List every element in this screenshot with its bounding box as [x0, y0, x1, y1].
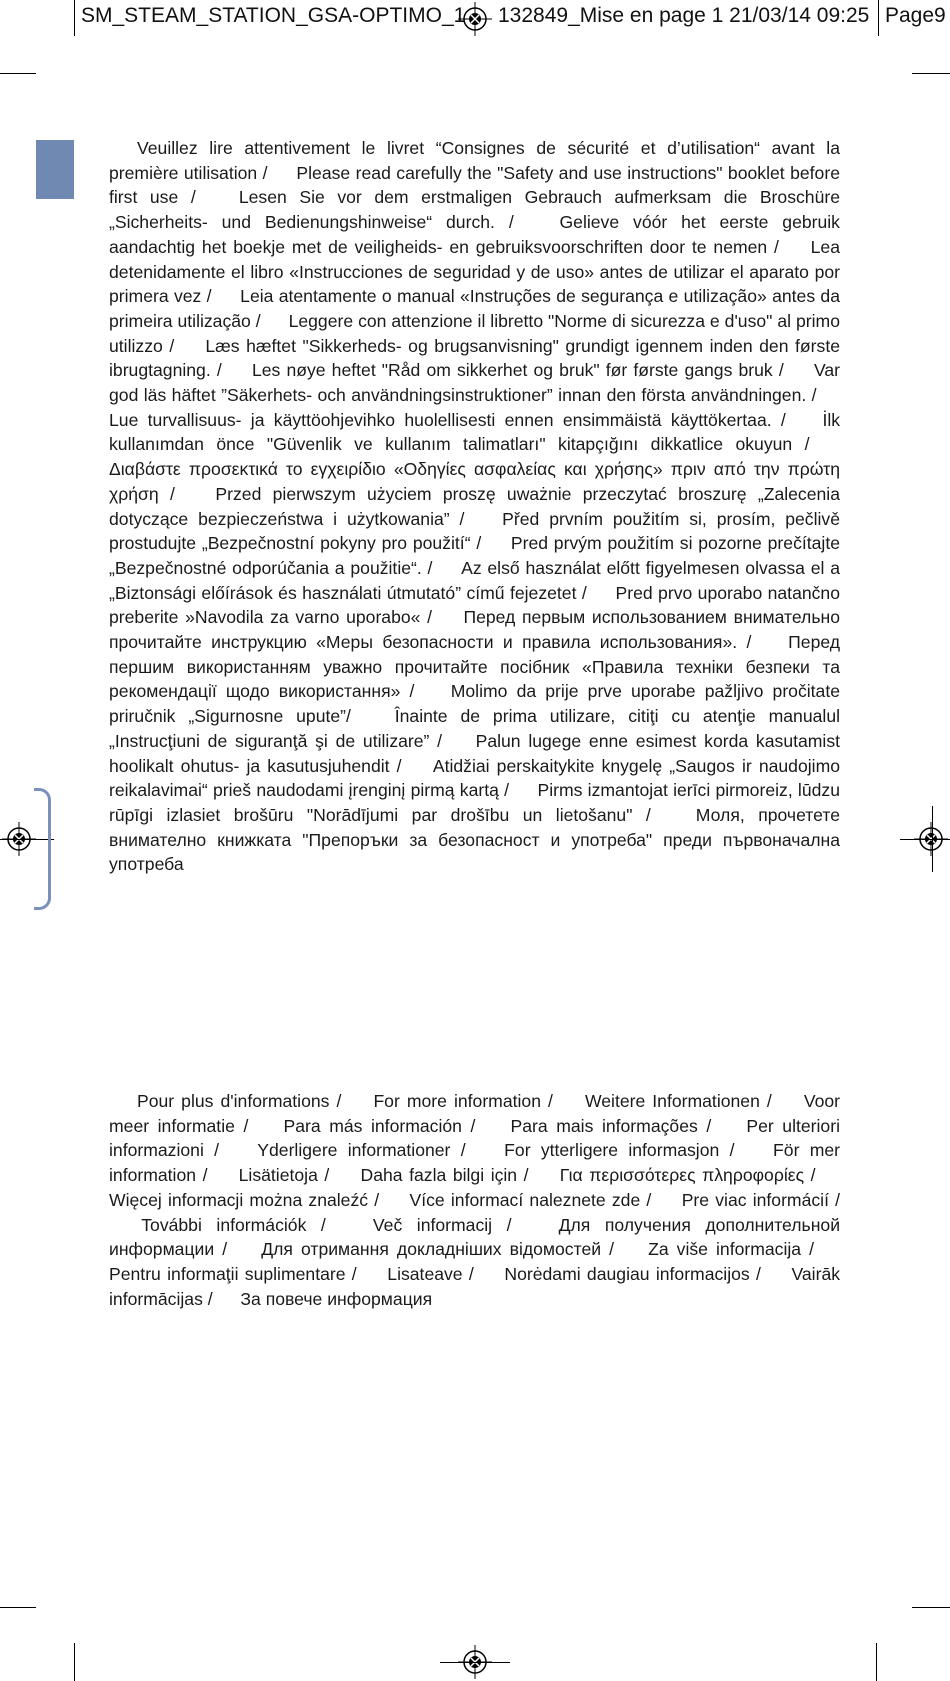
safety-text-segment: Gelieve vóór het eerste gebruik aandachtig het boekje met de veiligheids- en gebruiksvoorschriften door te nemen /: [109, 212, 840, 257]
safety-text-segment: Palun lugege enne esimest korda kasutamist hoolikalt ohutus- ja kasutusjuhendit /: [109, 730, 841, 776]
safety-text-segment: Înainte de prima utilizare, citiţi cu atenţie manualul „Instrucţiuni de siguranţă şi de utilizare” /: [109, 706, 841, 751]
info-text-segment: Lisateave /: [387, 1263, 474, 1284]
safety-text-segment: Veuillez lire attentivement le livret “Consignes de sécurité et d’utilisation“ avant la première utilisation /: [109, 138, 840, 183]
safety-text-segment: Przed pierwszym użyciem proszę uważnie przeczytać broszurę „Zalecenia dotyczące bezpieczeństwa i użytkowania” /: [109, 483, 840, 529]
safety-text-segment: Az első használat előtt figyelmesen olvassa el a „Biztonsági előírások és használati útmutató” című fejezetet /: [109, 557, 841, 603]
info-text-segment: För mer information /: [109, 1140, 840, 1186]
crop-mark: [912, 1607, 950, 1608]
info-text-segment: Pour plus d'informations /: [137, 1091, 342, 1111]
crop-mark: [876, 1643, 877, 1681]
safety-text-segment: İlk kullanımdan önce "Güvenlik ve kullanım talimatları" kitapçığını dikkatlice okuyun /: [109, 409, 841, 455]
info-text-segment: Per ulteriori informazioni /: [109, 1115, 840, 1161]
safety-text-segment: Molimo da prije prve uporabe pažljivo pročitate priručnik „Sigurnosne upute”/: [109, 681, 841, 727]
safety-text-segment: Var god läs häftet ”Säkerhets- och användningsinstruktioner” innan den första användningen. /: [109, 360, 841, 406]
side-bracket: [34, 788, 51, 910]
slug-divider: [74, 0, 75, 36]
safety-instructions-paragraph: [109, 136, 840, 877]
page-number: Page9: [885, 4, 946, 27]
safety-text-segment: Pirms izmantojat ierīci pirmoreiz, lūdzu rūpīgi izlasiet brošūru "Norādījumi par drošību un lietošanu" /: [109, 780, 840, 825]
more-information-paragraph: [109, 1089, 840, 1311]
safety-text-segment: Διαβάστε προσεκτικά το εγχειρίδιο «Οδηγίες ασφαλείας και χρήσης» πριν από την πρώτη χρήση /: [109, 459, 840, 504]
info-text-segment: Para mais informações /: [510, 1115, 712, 1136]
info-text-segment: За повече информация: [240, 1288, 433, 1309]
crop-mark: [74, 1643, 75, 1681]
safety-text-segment: Atidžiai perskaitykite knygelę „Saugos ir naudojimo reikalavimai“ prieš naudodami įrenginį pirmą kartą /: [109, 755, 841, 801]
crop-mark: [440, 1662, 510, 1663]
safety-text-segment: Před prvním použitím si, prosím, pečlivě prostudujte „Bezpečnostní pokyny pro použití“ /: [109, 508, 841, 554]
safety-text-segment: Перед першим використанням уважно прочитайте посібник «Правила техніки безпеки та рекомендації щодо використання» /: [109, 632, 841, 702]
section-color-tab: [36, 140, 74, 199]
info-text-segment: Lisätietoja /: [238, 1165, 330, 1186]
safety-text-segment: Lue turvallisuus- ja käyttöohjevihko huolellisesti ennen ensimmäistä käyttökertaa. /: [109, 409, 786, 430]
info-text-segment: For more information /: [373, 1091, 553, 1111]
crop-mark: [0, 73, 36, 74]
info-text-segment: Norėdami daugiau informacijos /: [504, 1263, 761, 1284]
info-text-segment: Для получения дополнительной информации /: [109, 1214, 841, 1260]
info-text-segment: Více informací naleznete zde /: [409, 1189, 652, 1210]
crop-mark: [932, 806, 933, 872]
info-text-segment: Для отримання докладніших відомостей /: [261, 1239, 614, 1260]
info-text-segment: Weitere Informationen /: [584, 1091, 772, 1111]
crop-mark: [900, 839, 950, 840]
safety-text-segment: Leia atentamente o manual «Instruções de segurança e utilização» antes da primeira utilização /: [109, 286, 841, 331]
safety-text-segment: Моля, прочетете внимателно книжката "Препоръки за безопасност и употреба" преди първоначална употреба: [109, 804, 840, 875]
info-text-segment: Więcej informacji można znaleźć /: [109, 1189, 380, 1210]
crop-mark: [0, 1607, 36, 1608]
info-text-segment: Vairāk informācijas /: [109, 1263, 841, 1309]
info-text-segment: Voor meer informatie /: [109, 1091, 841, 1136]
info-text-segment: Pre viac informácií /: [681, 1189, 841, 1210]
info-text-segment: Pentru informaţii suplimentare /: [109, 1263, 357, 1284]
info-text-segment: Daha fazla bilgi için /: [360, 1165, 529, 1186]
safety-text-segment: Please read carefully the "Safety and use instructions" booklet before first use /: [109, 162, 840, 208]
crop-mark: [912, 73, 950, 74]
safety-text-segment: Pred prvým použitím si pozorne prečítajte „Bezpečnostné odporúčania a použitie“. /: [109, 533, 841, 578]
info-text-segment: For ytterligere informasjon /: [504, 1140, 735, 1161]
registration-mark-icon: [458, 2, 492, 36]
safety-text-segment: Læs hæftet "Sikkerheds- og brugsanvisning" grundigt igennem inden den første ibrugtagning. /: [109, 335, 841, 381]
safety-text-segment: Pred prvo uporabo natančno preberite »Navodila za varno uporabo« /: [109, 582, 841, 628]
info-text-segment: Para más información /: [283, 1115, 476, 1136]
safety-text-segment: Leggere con attenzione il libretto "Norme di sicurezza e d'uso" al primo utilizzo /: [109, 310, 840, 356]
safety-text-segment: Lea detenidamente el libro «Instrucciones de seguridad y de uso» antes de utilizar el aparato por primera vez /: [109, 236, 840, 307]
slug-left-text: SM_STEAM_STATION_GSA-OPTIMO_1: [81, 4, 466, 27]
info-text-segment: Για περισσότερες πληροφορίες /: [559, 1165, 816, 1186]
info-text-segment: Več informacij /: [372, 1214, 512, 1235]
safety-text-segment: Перед первым использованием внимательно прочитайте инструкцию «Меры безопасности и правила использования». /: [109, 607, 840, 653]
info-text-segment: Yderligere informationer /: [257, 1140, 466, 1161]
safety-text-segment: Lesen Sie vor dem erstmaligen Gebrauch aufmerksam die Broschüre „Sicherheits- und Bedienungshinweise“ durch. /: [109, 187, 841, 233]
slug-divider: [878, 0, 879, 36]
safety-text-segment: Les nøye heftet "Råd om sikkerhet og bruk" før første gangs bruk /: [251, 360, 784, 381]
info-text-segment: Za više informacija /: [648, 1239, 814, 1260]
info-text-segment: További információk /: [141, 1214, 326, 1235]
slug-right-text: 132849_Mise en page 1 21/03/14 09:25: [498, 4, 870, 27]
